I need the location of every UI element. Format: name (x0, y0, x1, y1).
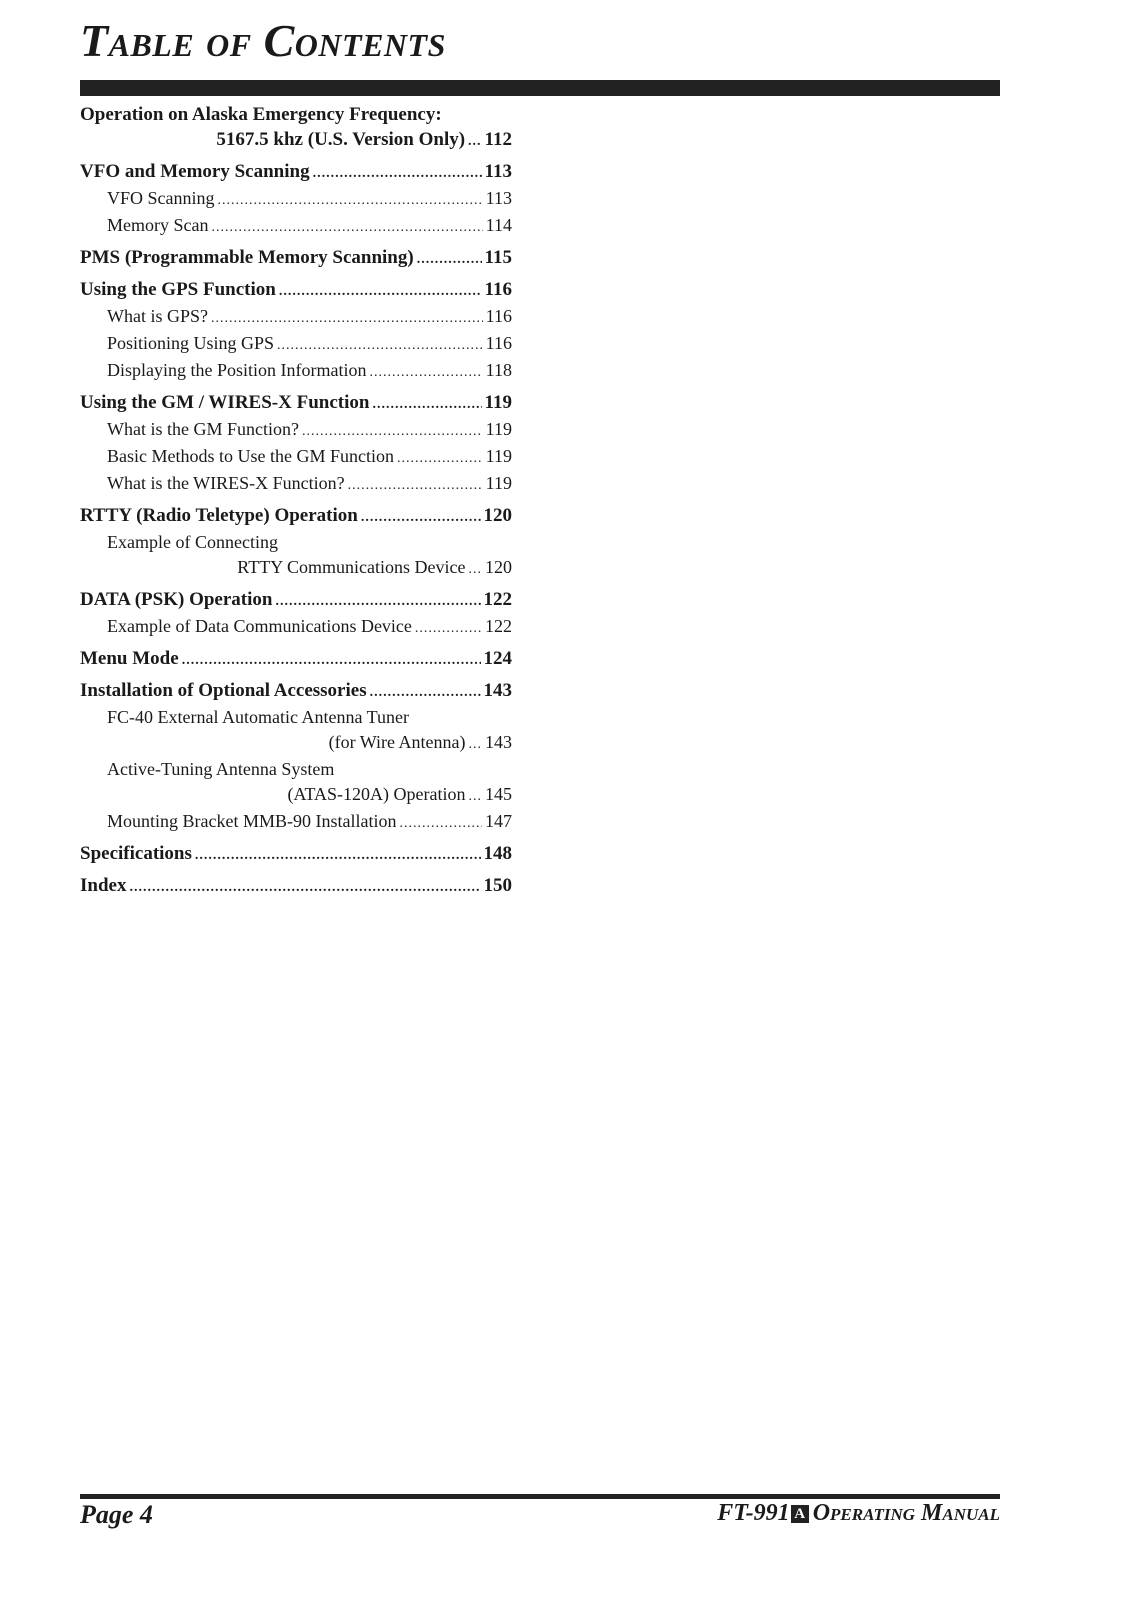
toc-entry[interactable] (80, 102, 512, 154)
toc-entry[interactable] (80, 331, 512, 358)
toc-entry[interactable] (80, 587, 512, 614)
toc-entry[interactable] (80, 213, 512, 240)
toc-entry[interactable] (80, 245, 512, 272)
toc-entry[interactable] (80, 186, 512, 213)
dot-leader (129, 875, 480, 900)
toc-page-number: 116 (485, 306, 512, 326)
dot-leader (195, 843, 481, 868)
toc-entry[interactable] (80, 678, 512, 705)
toc-entry-title: Using the GPS Function (80, 279, 276, 300)
dot-leader (468, 129, 482, 154)
toc-entry-title: What is the GM Function? (107, 419, 299, 439)
toc-entry-title: 5167.5 khz (U.S. Version Only) (216, 129, 466, 150)
toc-page-number: 143 (483, 680, 512, 701)
dot-leader (415, 616, 482, 641)
toc-entry-title: PMS (Programmable Memory Scanning) (80, 247, 414, 268)
toc-entry[interactable] (80, 159, 512, 186)
toc-entry[interactable] (80, 390, 512, 417)
manual-name: Operating Manual (812, 1500, 1000, 1526)
header-rule (80, 80, 1000, 96)
toc-entry-title: Menu Mode (80, 648, 179, 669)
manual-title (717, 1500, 1000, 1527)
toc-entry-title: Operation on Alaska Emergency Frequency: (80, 104, 442, 125)
toc-entry-title: Positioning Using GPS (107, 333, 275, 353)
toc-entry[interactable] (80, 417, 512, 444)
toc-page-number: 124 (483, 648, 512, 669)
dot-leader (369, 360, 482, 385)
toc-page-number: 114 (485, 215, 512, 235)
toc-page-number: 120 (483, 505, 512, 526)
page-title: Table of Contents (80, 15, 446, 66)
toc-page-number: 150 (483, 875, 512, 896)
toc-entry-title: Specifications (80, 843, 192, 864)
dot-leader (417, 247, 482, 272)
toc-entry-title: Active-Tuning Antenna System (107, 759, 335, 779)
toc-page-number: 115 (484, 247, 512, 268)
toc-entry-title: What is the WIRES-X Function? (107, 473, 345, 493)
toc-entry[interactable] (80, 757, 512, 809)
toc-entry-title: RTTY Communications Device (237, 557, 466, 577)
toc-page-number: 120 (485, 557, 512, 577)
toc-entry-title: Mounting Bracket MMB-90 Installation (107, 811, 397, 831)
table-of-contents (80, 102, 512, 900)
dot-leader (275, 589, 480, 614)
toc-page-number: 113 (484, 161, 512, 182)
dot-leader (211, 306, 483, 331)
toc-entry[interactable] (80, 614, 512, 641)
toc-entry-title: What is GPS? (107, 306, 208, 326)
toc-entry-title: DATA (PSK) Operation (80, 589, 273, 610)
toc-page-number: 119 (485, 419, 512, 439)
dot-leader (302, 419, 483, 444)
toc-page-number: 113 (485, 188, 512, 208)
toc-entry-title: VFO and Memory Scanning (80, 161, 310, 182)
toc-page-number: 118 (485, 360, 512, 380)
toc-page-number: 112 (484, 129, 512, 150)
toc-entry-title: VFO Scanning (107, 188, 215, 208)
dot-leader (277, 333, 483, 358)
toc-page-number: 148 (483, 843, 512, 864)
toc-entry-title: Index (80, 875, 127, 896)
toc-entry-title: Installation of Optional Accessories (80, 680, 367, 701)
toc-entry[interactable] (80, 705, 512, 757)
toc-page-number: 147 (485, 811, 512, 831)
toc-entry-title: Memory Scan (107, 215, 209, 235)
dot-leader (182, 648, 481, 673)
toc-page-number: 119 (485, 473, 512, 493)
footer-rule (80, 1494, 1000, 1499)
toc-entry-title: Displaying the Position Information (107, 360, 367, 380)
dot-leader (399, 811, 482, 836)
toc-entry[interactable] (80, 444, 512, 471)
page-number: Page 4 (80, 1500, 153, 1529)
dot-leader (279, 279, 482, 304)
toc-entry[interactable] (80, 873, 512, 900)
dot-leader (469, 784, 483, 809)
toc-page-number: 116 (484, 279, 512, 300)
dot-leader (372, 392, 481, 417)
dot-leader (211, 215, 482, 240)
dot-leader (348, 473, 483, 498)
toc-page-number: 119 (484, 392, 512, 413)
toc-entry[interactable] (80, 503, 512, 530)
dot-leader (361, 505, 481, 530)
toc-entry-title: (ATAS-120A) Operation (287, 784, 466, 804)
toc-page-number: 119 (485, 446, 512, 466)
toc-entry[interactable] (80, 530, 512, 582)
dot-leader (469, 732, 483, 757)
toc-entry[interactable] (80, 304, 512, 331)
toc-entry-title: Example of Data Communications Device (107, 616, 412, 636)
toc-page-number: 116 (485, 333, 512, 353)
toc-entry[interactable] (80, 277, 512, 304)
toc-entry[interactable] (80, 358, 512, 385)
toc-entry[interactable] (80, 471, 512, 498)
toc-entry-title: Using the GM / WIRES-X Function (80, 392, 370, 413)
toc-page-number: 143 (485, 732, 512, 752)
toc-entry[interactable] (80, 646, 512, 673)
dot-leader (397, 446, 483, 471)
dot-leader (313, 161, 482, 186)
toc-page-number: 122 (483, 589, 512, 610)
toc-entry-title: Basic Methods to Use the GM Function (107, 446, 394, 466)
model-badge: A (791, 1505, 809, 1523)
toc-entry[interactable] (80, 841, 512, 868)
toc-entry-title: Example of Connecting (107, 532, 278, 552)
toc-page-number: 122 (485, 616, 512, 636)
toc-entry-title: FC-40 External Automatic Antenna Tuner (107, 707, 409, 727)
model-name: FT-991 (717, 1500, 790, 1526)
toc-entry-title: (for Wire Antenna) (328, 732, 466, 752)
dot-leader (370, 680, 481, 705)
toc-entry[interactable] (80, 809, 512, 836)
dot-leader (218, 188, 483, 213)
toc-page-number: 145 (485, 784, 512, 804)
toc-entry-title: RTTY (Radio Teletype) Operation (80, 505, 358, 526)
dot-leader (469, 557, 483, 582)
